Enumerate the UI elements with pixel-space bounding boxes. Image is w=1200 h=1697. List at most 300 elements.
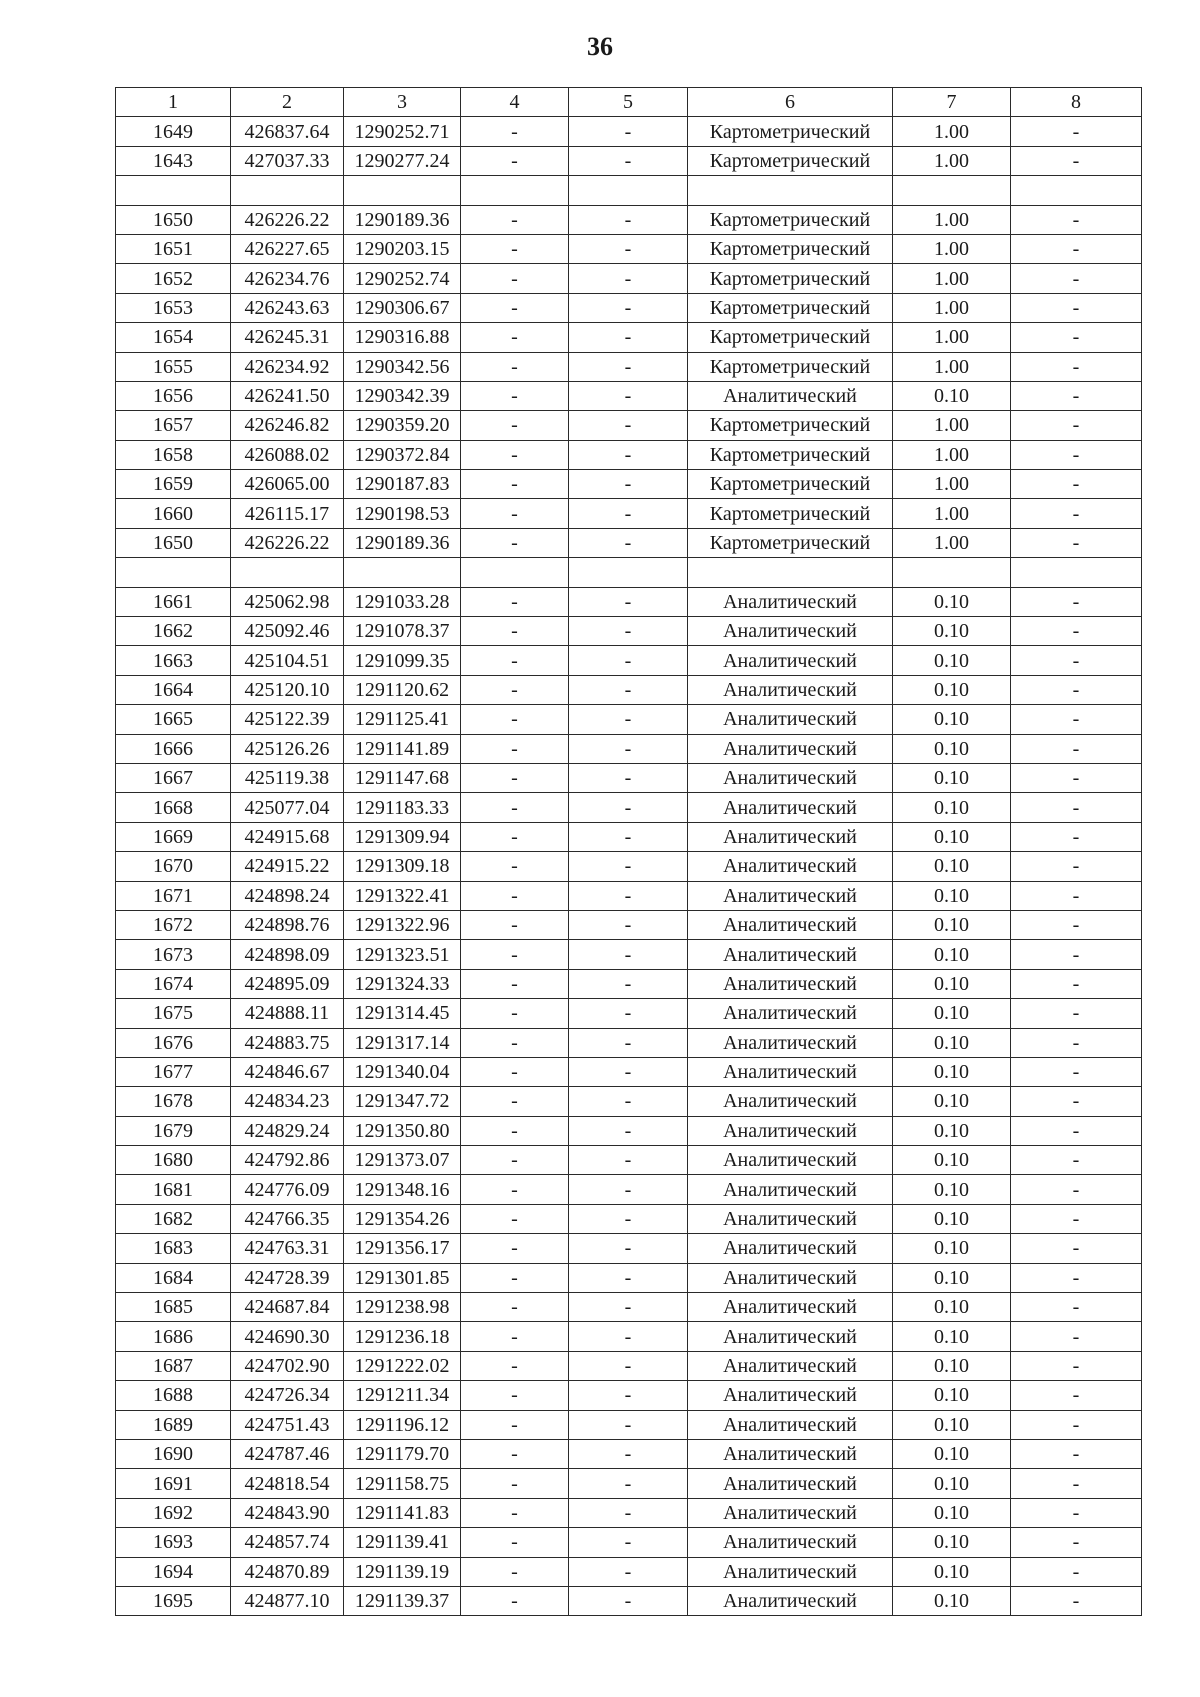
table-cell: 1291211.34	[344, 1381, 461, 1410]
table-cell: -	[569, 1293, 688, 1322]
table-cell: 1660	[116, 499, 231, 528]
table-cell: -	[461, 1528, 569, 1557]
table-cell: Аналитический	[688, 1146, 893, 1175]
table-cell: -	[569, 734, 688, 763]
table-cell: 424787.46	[231, 1439, 344, 1468]
table-cell	[1011, 558, 1142, 587]
table-cell: -	[1011, 734, 1142, 763]
table-cell: -	[1011, 1263, 1142, 1292]
table-cell: -	[461, 852, 569, 881]
table-cell: 1.00	[893, 117, 1011, 146]
table-cell: 0.10	[893, 1586, 1011, 1615]
table-cell: 1657	[116, 411, 231, 440]
table-cell: Аналитический	[688, 1351, 893, 1380]
table-row	[116, 1351, 1142, 1380]
table-cell: 1650	[116, 205, 231, 234]
table-row	[116, 1116, 1142, 1145]
table-cell: 1650	[116, 528, 231, 557]
table-cell: 1661	[116, 587, 231, 616]
table-cell: -	[569, 381, 688, 410]
table-cell: -	[569, 1439, 688, 1468]
table-cell: 424898.76	[231, 910, 344, 939]
table-cell: 424843.90	[231, 1498, 344, 1527]
table-cell: Аналитический	[688, 705, 893, 734]
table-cell: -	[461, 470, 569, 499]
table-cell: 426241.50	[231, 381, 344, 410]
table-cell: 424829.24	[231, 1116, 344, 1145]
table-cell: 1695	[116, 1586, 231, 1615]
table-cell: 1655	[116, 352, 231, 381]
table-cell: 424898.24	[231, 881, 344, 910]
table-cell: -	[461, 910, 569, 939]
table-cell: -	[461, 1586, 569, 1615]
table-row	[116, 881, 1142, 910]
table-cell: 1672	[116, 910, 231, 939]
table-cell: 1290198.53	[344, 499, 461, 528]
table-row	[116, 822, 1142, 851]
table-cell: Аналитический	[688, 852, 893, 881]
table-cell: 1677	[116, 1057, 231, 1086]
table-cell	[461, 558, 569, 587]
table-row	[116, 1204, 1142, 1233]
table-cell: 1670	[116, 852, 231, 881]
table-cell: -	[569, 1381, 688, 1410]
table-row	[116, 381, 1142, 410]
table-cell: Картометрический	[688, 117, 893, 146]
table-cell: 1684	[116, 1263, 231, 1292]
table-cell: -	[569, 587, 688, 616]
table-row	[116, 528, 1142, 557]
table-cell: -	[461, 1293, 569, 1322]
table-cell: 426115.17	[231, 499, 344, 528]
table-cell: 0.10	[893, 1469, 1011, 1498]
table-cell: -	[1011, 381, 1142, 410]
table-cell: -	[569, 675, 688, 704]
table-cell: Аналитический	[688, 1498, 893, 1527]
table-cell: 1291033.28	[344, 587, 461, 616]
table-cell: 1290359.20	[344, 411, 461, 440]
table-cell: 1692	[116, 1498, 231, 1527]
table-row	[116, 1439, 1142, 1468]
table-cell: Аналитический	[688, 1087, 893, 1116]
table-row	[116, 234, 1142, 263]
table-cell: 0.10	[893, 734, 1011, 763]
table-cell: Картометрический	[688, 264, 893, 293]
table-cell: -	[1011, 234, 1142, 263]
table-cell: Аналитический	[688, 587, 893, 616]
table-cell: -	[1011, 675, 1142, 704]
table-cell: -	[569, 440, 688, 469]
table-cell: -	[461, 1175, 569, 1204]
table-cell: 1290342.56	[344, 352, 461, 381]
table-cell: -	[1011, 352, 1142, 381]
table-cell: 1291236.18	[344, 1322, 461, 1351]
table-cell: 1668	[116, 793, 231, 822]
table-cell: 1.00	[893, 499, 1011, 528]
table-cell: Аналитический	[688, 1381, 893, 1410]
table-cell: 1291309.94	[344, 822, 461, 851]
table-cell: 1291120.62	[344, 675, 461, 704]
table-cell: -	[569, 1557, 688, 1586]
table-cell	[569, 176, 688, 205]
table-cell: -	[1011, 1586, 1142, 1615]
table-cell: 0.10	[893, 587, 1011, 616]
table-cell: -	[569, 646, 688, 675]
table-cell: -	[461, 264, 569, 293]
table-cell: 425120.10	[231, 675, 344, 704]
table-cell: -	[569, 323, 688, 352]
table-cell: -	[569, 1498, 688, 1527]
table-cell: 1.00	[893, 205, 1011, 234]
table-cell: 0.10	[893, 1528, 1011, 1557]
table-cell: -	[1011, 1528, 1142, 1557]
table-row	[116, 352, 1142, 381]
table-row	[116, 440, 1142, 469]
table-cell: -	[1011, 822, 1142, 851]
table-cell: Аналитический	[688, 881, 893, 910]
table-cell: -	[569, 264, 688, 293]
table-cell: 1656	[116, 381, 231, 410]
table-cell: 1649	[116, 117, 231, 146]
table-cell: 1686	[116, 1322, 231, 1351]
table-cell: -	[1011, 646, 1142, 675]
page-number: 36	[587, 32, 613, 61]
table-cell	[231, 558, 344, 587]
table-cell: Аналитический	[688, 822, 893, 851]
table-cell: 0.10	[893, 881, 1011, 910]
table-cell: -	[1011, 940, 1142, 969]
table-row	[116, 411, 1142, 440]
table-cell: 425104.51	[231, 646, 344, 675]
table-cell: 424915.22	[231, 852, 344, 881]
table-cell: -	[1011, 264, 1142, 293]
table-cell: -	[1011, 1410, 1142, 1439]
table-cell: Аналитический	[688, 1322, 893, 1351]
table-cell: 1291099.35	[344, 646, 461, 675]
table-cell: Картометрический	[688, 146, 893, 175]
table-cell: 424728.39	[231, 1263, 344, 1292]
table-cell: 1665	[116, 705, 231, 734]
table-cell: -	[1011, 969, 1142, 998]
table-cell: -	[461, 646, 569, 675]
table-cell: 1290187.83	[344, 470, 461, 499]
table-cell: Аналитический	[688, 1204, 893, 1233]
table-cell: -	[569, 969, 688, 998]
table-cell: 1667	[116, 763, 231, 792]
table-cell: 1.00	[893, 264, 1011, 293]
table-cell: 1669	[116, 822, 231, 851]
table-cell: 426234.92	[231, 352, 344, 381]
table-cell: 1651	[116, 234, 231, 263]
table-cell	[1011, 176, 1142, 205]
table-cell: -	[1011, 293, 1142, 322]
table-cell: 426226.22	[231, 528, 344, 557]
table-cell: -	[1011, 1498, 1142, 1527]
table-cell: 0.10	[893, 705, 1011, 734]
table-cell: 1691	[116, 1469, 231, 1498]
table-cell: -	[569, 793, 688, 822]
table-cell: 1681	[116, 1175, 231, 1204]
table-cell: -	[1011, 1057, 1142, 1086]
table-cell: -	[461, 1322, 569, 1351]
table-cell: 0.10	[893, 1410, 1011, 1439]
table-cell: -	[569, 1146, 688, 1175]
table-cell: 426088.02	[231, 440, 344, 469]
table-cell: -	[1011, 1557, 1142, 1586]
table-cell: Картометрический	[688, 470, 893, 499]
table-cell: 1679	[116, 1116, 231, 1145]
table-cell: 0.10	[893, 1557, 1011, 1586]
table-cell: -	[461, 705, 569, 734]
table-cell: -	[569, 852, 688, 881]
table-cell: 1.00	[893, 528, 1011, 557]
table-cell: -	[461, 1410, 569, 1439]
table-cell: -	[1011, 1175, 1142, 1204]
table-cell: 1291314.45	[344, 999, 461, 1028]
table-cell: -	[461, 205, 569, 234]
table-cell: -	[569, 293, 688, 322]
table-cell: -	[1011, 1028, 1142, 1057]
table-row	[116, 470, 1142, 499]
table-cell: 0.10	[893, 1087, 1011, 1116]
table-cell: 424792.86	[231, 1146, 344, 1175]
table-row	[116, 910, 1142, 939]
table-cell: 1291141.83	[344, 1498, 461, 1527]
table-cell: 0.10	[893, 1028, 1011, 1057]
table-cell: -	[461, 1557, 569, 1586]
table-cell: 0.10	[893, 1498, 1011, 1527]
table-cell: -	[461, 411, 569, 440]
table-cell: 1291317.14	[344, 1028, 461, 1057]
table-cell: -	[569, 1351, 688, 1380]
table-cell: 425092.46	[231, 617, 344, 646]
table-cell: -	[569, 1322, 688, 1351]
table-cell: -	[1011, 528, 1142, 557]
table-row	[116, 1175, 1142, 1204]
table-cell: Аналитический	[688, 646, 893, 675]
table-cell: 1.00	[893, 323, 1011, 352]
table-cell: 1693	[116, 1528, 231, 1557]
table-cell: -	[461, 969, 569, 998]
table-cell: 1291183.33	[344, 793, 461, 822]
table-cell: -	[1011, 1293, 1142, 1322]
table-row	[116, 1057, 1142, 1086]
table-cell: 0.10	[893, 1351, 1011, 1380]
table-cell: 1290252.71	[344, 117, 461, 146]
table-cell: 0.10	[893, 999, 1011, 1028]
table-row	[116, 1381, 1142, 1410]
table-cell: 1291356.17	[344, 1234, 461, 1263]
table-cell: 1291147.68	[344, 763, 461, 792]
table-row	[116, 117, 1142, 146]
table-cell: -	[461, 881, 569, 910]
table-cell: 0.10	[893, 1116, 1011, 1145]
table-cell: -	[569, 1116, 688, 1145]
table-row	[116, 1557, 1142, 1586]
table-cell	[344, 176, 461, 205]
table-cell: -	[569, 763, 688, 792]
table-cell: Картометрический	[688, 234, 893, 263]
table-cell: 0.10	[893, 1322, 1011, 1351]
table-cell: -	[461, 293, 569, 322]
table-cell: 1671	[116, 881, 231, 910]
table-cell: -	[461, 999, 569, 1028]
table-cell: 0.10	[893, 763, 1011, 792]
table-cell: -	[569, 1204, 688, 1233]
table-cell	[688, 176, 893, 205]
table-cell: -	[461, 793, 569, 822]
table-cell: Аналитический	[688, 1528, 893, 1557]
table-cell: 0.10	[893, 1146, 1011, 1175]
table-cell: 424888.11	[231, 999, 344, 1028]
table-cell: -	[569, 1028, 688, 1057]
table-cell: -	[461, 1498, 569, 1527]
table-cell: Аналитический	[688, 1557, 893, 1586]
table-cell: Аналитический	[688, 381, 893, 410]
table-cell: 426245.31	[231, 323, 344, 352]
table-cell: 1666	[116, 734, 231, 763]
table-cell: -	[1011, 1116, 1142, 1145]
table-row	[116, 999, 1142, 1028]
table-cell: -	[569, 1528, 688, 1557]
table-cell: 0.10	[893, 822, 1011, 851]
table-cell: -	[461, 528, 569, 557]
table-row	[116, 323, 1142, 352]
column-header: 1	[116, 88, 231, 117]
table-row	[116, 1293, 1142, 1322]
table-row	[116, 587, 1142, 616]
table-cell: Аналитический	[688, 734, 893, 763]
table-cell: 0.10	[893, 1204, 1011, 1233]
table-cell: Картометрический	[688, 205, 893, 234]
table-cell: -	[461, 1087, 569, 1116]
table-cell: -	[1011, 999, 1142, 1028]
table-cell: -	[461, 617, 569, 646]
table-cell: 1683	[116, 1234, 231, 1263]
table-cell: 1688	[116, 1381, 231, 1410]
table-cell: 0.10	[893, 1234, 1011, 1263]
table-cell: 1678	[116, 1087, 231, 1116]
table-cell	[116, 558, 231, 587]
table-cell: -	[461, 1263, 569, 1292]
table-cell: -	[461, 352, 569, 381]
table-cell: -	[461, 1146, 569, 1175]
table-cell: 425062.98	[231, 587, 344, 616]
table-cell: 1680	[116, 1146, 231, 1175]
table-cell: 1290189.36	[344, 205, 461, 234]
table-cell: Аналитический	[688, 1410, 893, 1439]
table-cell: 0.10	[893, 1175, 1011, 1204]
column-header: 3	[344, 88, 461, 117]
table-row	[116, 1146, 1142, 1175]
table-cell: Аналитический	[688, 793, 893, 822]
table-cell: 1.00	[893, 470, 1011, 499]
table-cell: -	[1011, 793, 1142, 822]
table-cell: Аналитический	[688, 617, 893, 646]
table-cell: 1.00	[893, 352, 1011, 381]
table-cell: -	[569, 1175, 688, 1204]
table-cell: 1689	[116, 1410, 231, 1439]
table-cell: 424726.34	[231, 1381, 344, 1410]
table-cell	[893, 558, 1011, 587]
table-row	[116, 1586, 1142, 1615]
table-cell: Картометрический	[688, 528, 893, 557]
table-row	[116, 1234, 1142, 1263]
table-cell: 1676	[116, 1028, 231, 1057]
table-cell: -	[569, 1410, 688, 1439]
table-cell: 424898.09	[231, 940, 344, 969]
table-cell: -	[461, 1116, 569, 1145]
table-cell: 0.10	[893, 940, 1011, 969]
table-cell: -	[569, 1057, 688, 1086]
table-cell: Аналитический	[688, 940, 893, 969]
table-cell: 0.10	[893, 1381, 1011, 1410]
table-cell: 424834.23	[231, 1087, 344, 1116]
table-row	[116, 940, 1142, 969]
table-cell: -	[569, 999, 688, 1028]
table-cell: 0.10	[893, 969, 1011, 998]
table-cell: 0.10	[893, 793, 1011, 822]
table-cell: Картометрический	[688, 293, 893, 322]
table-cell: 1291139.41	[344, 1528, 461, 1557]
table-cell: -	[569, 205, 688, 234]
table-row	[116, 1498, 1142, 1527]
table-cell: 424766.35	[231, 1204, 344, 1233]
table-cell: 1.00	[893, 146, 1011, 175]
table-cell: 1685	[116, 1293, 231, 1322]
table-row	[116, 617, 1142, 646]
table-cell: -	[1011, 1234, 1142, 1263]
table-cell: -	[1011, 705, 1142, 734]
table-row	[116, 293, 1142, 322]
table-cell: 0.10	[893, 617, 1011, 646]
table-cell: Аналитический	[688, 1234, 893, 1263]
table-cell: 0.10	[893, 1439, 1011, 1468]
table-cell: -	[1011, 1469, 1142, 1498]
table-cell: 1290316.88	[344, 323, 461, 352]
table-cell: 0.10	[893, 1057, 1011, 1086]
table-cell: -	[569, 352, 688, 381]
table-cell: Аналитический	[688, 1057, 893, 1086]
table-cell: 1291158.75	[344, 1469, 461, 1498]
table-cell: -	[461, 675, 569, 704]
table-row	[116, 499, 1142, 528]
table-row	[116, 705, 1142, 734]
table-cell: 1654	[116, 323, 231, 352]
column-header: 5	[569, 88, 688, 117]
table-cell: 1291350.80	[344, 1116, 461, 1145]
table-cell: -	[461, 1204, 569, 1233]
table-cell: 1291141.89	[344, 734, 461, 763]
table-cell: 426226.22	[231, 205, 344, 234]
table-cell: 1291348.16	[344, 1175, 461, 1204]
table-cell: -	[569, 1263, 688, 1292]
table-cell: Картометрический	[688, 411, 893, 440]
table-cell: -	[1011, 1439, 1142, 1468]
table-row	[116, 264, 1142, 293]
table-cell: Картометрический	[688, 499, 893, 528]
table-row	[116, 1263, 1142, 1292]
table-cell: Аналитический	[688, 910, 893, 939]
table-cell	[231, 176, 344, 205]
table-cell: 1291322.96	[344, 910, 461, 939]
table-cell: 0.10	[893, 1293, 1011, 1322]
table-cell: 1687	[116, 1351, 231, 1380]
table-cell: 1291196.12	[344, 1410, 461, 1439]
table-cell: -	[569, 1234, 688, 1263]
table-cell: 1291340.04	[344, 1057, 461, 1086]
table-cell: 426227.65	[231, 234, 344, 263]
